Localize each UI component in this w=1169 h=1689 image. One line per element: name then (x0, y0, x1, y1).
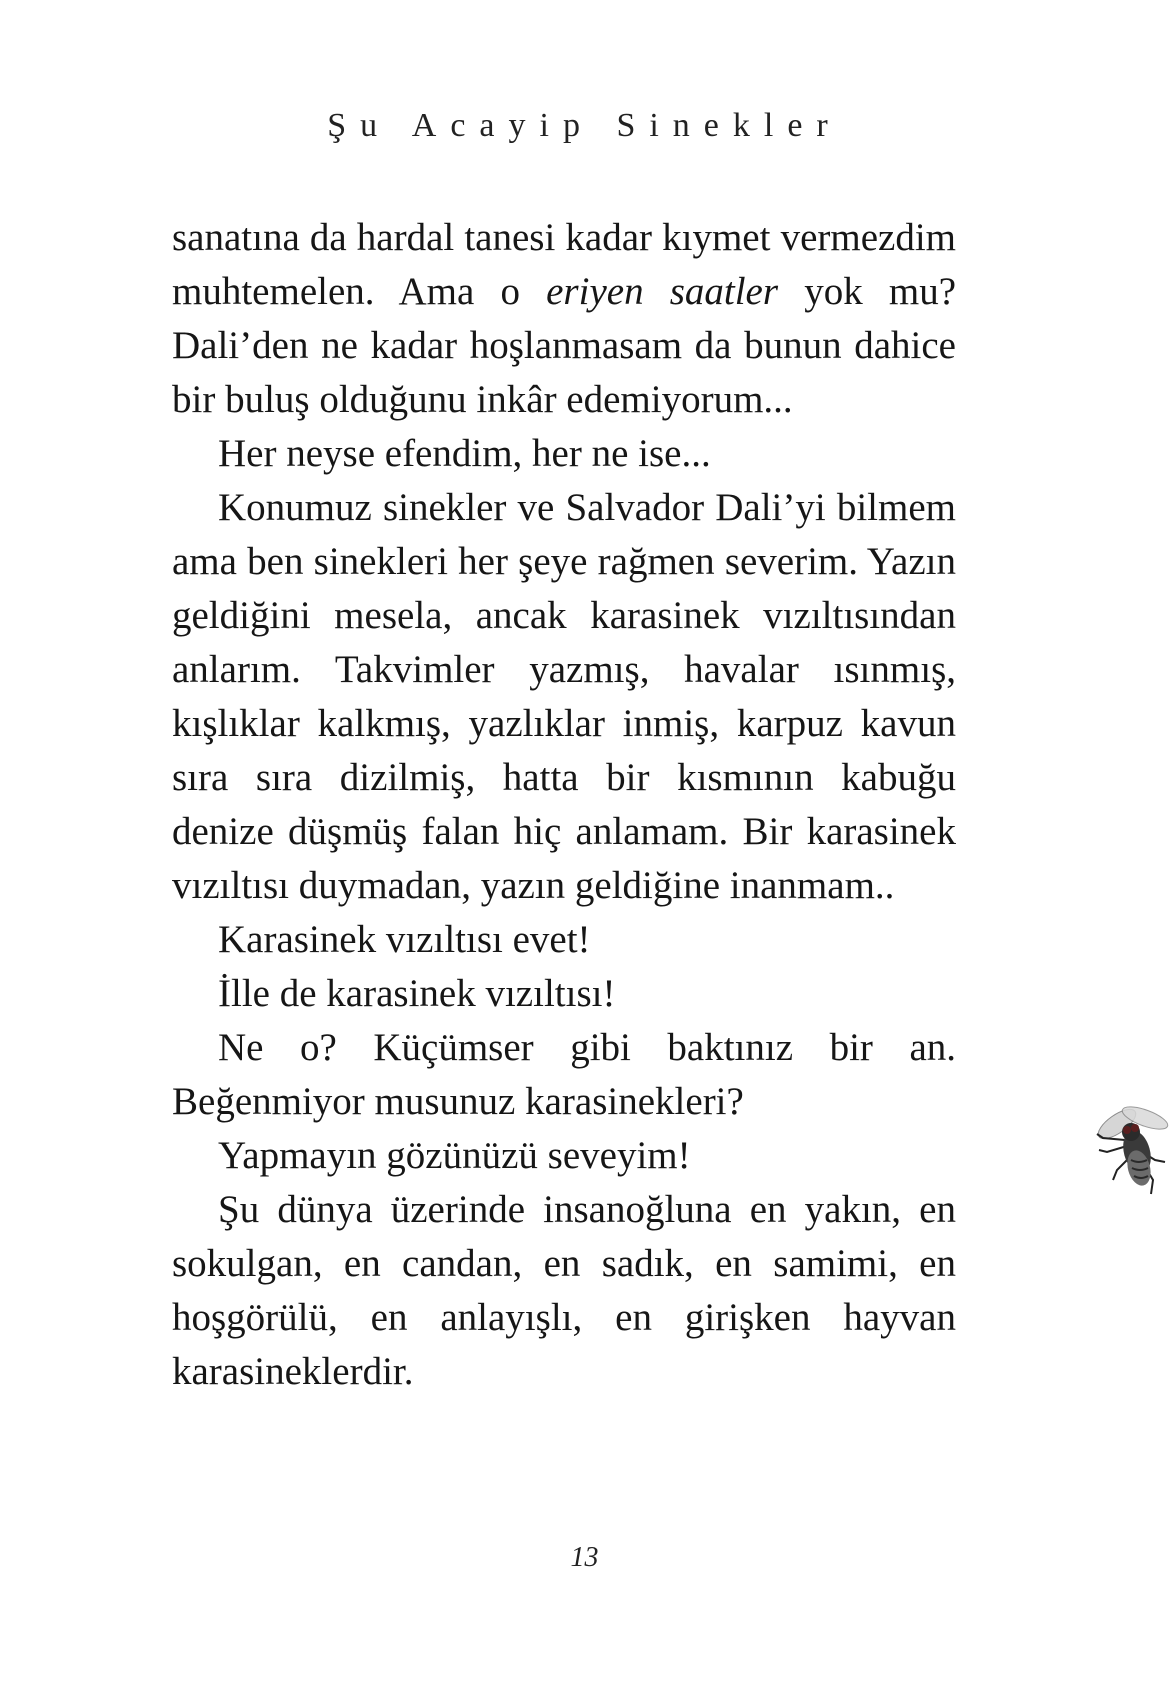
paragraph: Konumuz sinekler ve Salvador Dali’yi bilmem ama ben sinekleri her şeye rağmen severim. Yazın geldiğini mesela, ancak karasinek vızıltısından anlarım. Takvimler yazmış, havalar ısınmış, kışlıklar kalkmış, yazlıklar inmiş, karpuz kavun sıra sıra dizilmiş, hatta bir kısmının kabuğu denize düşmüş falan hiç anlamam. Bir karasinek vızıltısı duymadan, yazın geldiğine inanmam.. (172, 486, 956, 907)
paragraph: İlle de karasinek vızıltısı! (218, 972, 616, 1015)
paragraph: Şu dünya üzerinde insanoğluna en yakın, en sokulgan, en candan, en sadık, en samimi, en hoşgörülü, en anlayışlı, en girişken hayvan karasineklerdir. (172, 1188, 956, 1393)
paragraph-continuation (172, 211, 956, 427)
housefly-icon (1095, 1090, 1169, 1200)
paragraph-text: sanatına da hardal tanesi kadar kıymet vermezdim muhtemelen. Ama o (172, 216, 956, 313)
running-title: Şu Acayip Sinekler (327, 107, 842, 144)
italic-phrase: eriyen saatler (546, 270, 779, 313)
paragraph-text: yok mu? Dali’den ne kadar hoşlanmasam da bunun dahice bir buluş olduğunu inkâr edemiyorum... (172, 270, 956, 421)
paragraph: Karasinek vızıltısı evet! (218, 918, 591, 961)
paragraph: Yapmayın gözünüzü seveyim! (218, 1134, 691, 1177)
page-number: 13 (570, 1542, 599, 1573)
paragraph: Her neyse efendim, her ne ise... (218, 432, 711, 475)
paragraph: Ne o? Küçümser gibi baktınız bir an. Beğenmiyor musunuz karasinekleri? (172, 1026, 956, 1123)
body-text (172, 211, 956, 1399)
